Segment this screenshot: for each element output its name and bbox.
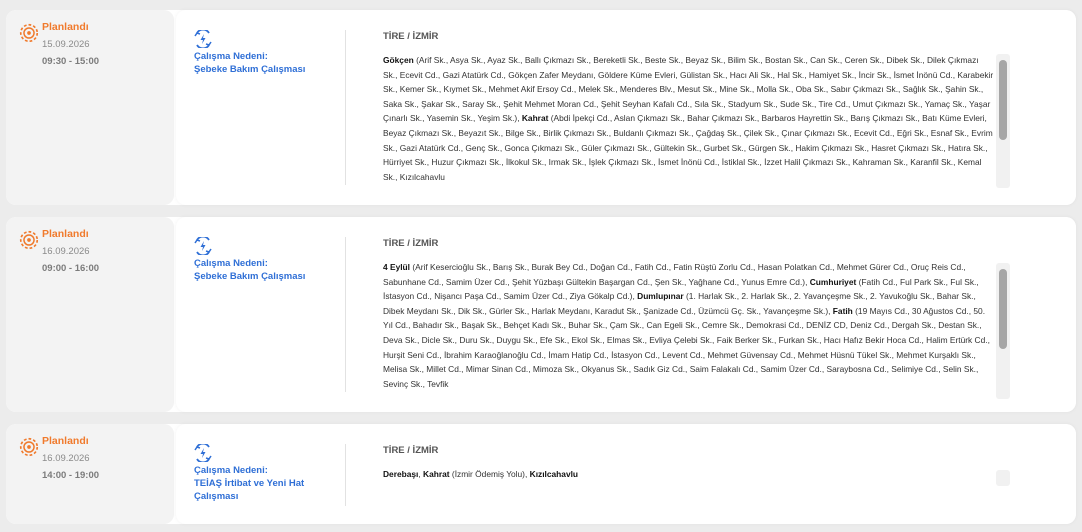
status-label: Planlandı	[42, 435, 89, 447]
outage-time: 09:00 - 16:00	[42, 263, 100, 274]
outage-time: 14:00 - 19:00	[42, 470, 100, 481]
work-reason	[194, 257, 324, 283]
outage-detail-panel	[176, 424, 1076, 524]
street-list: (Fatih Cd., Ful Park Sk., Ful Sk., İstasyon Cd., Nişancı Paşa Cd., Samim Üzer Cd., Ziya Gökalp Cd.),	[383, 276, 979, 302]
scrollbar-thumb[interactable]	[999, 269, 1007, 349]
location-title: TİRE / İZMİR	[383, 31, 439, 42]
gear-bolt-icon	[193, 237, 213, 255]
neighborhood-name: Kahrat	[423, 469, 450, 479]
street-list: (İzmir Ödemiş Yolu),	[451, 469, 528, 479]
gear-icon	[18, 22, 40, 44]
outage-date: 16.09.2026	[42, 453, 90, 464]
work-reason-value: TEİAŞ İrtibat ve Yeni Hat Çalışması	[194, 478, 305, 502]
street-list: (1. Harlak Sk., 2. Harlak Sk., 2. Yavançeşme Sk., 2. Yavukoğlu Sk., Bahar Sk., Dibek Meydanı Sk., Dik Sk., Gürler Sk., Harlak Meydanı, Karadut Sk., Şanizade Cd., Üzümcü Gç. Sk., Yavançeşme Sk.),	[383, 291, 976, 316]
street-list: (Arif Sk., Asya Sk., Ayaz Sk., Ballı Çıkmazı Sk., Bereketli Sk., Beste Sk., Beyaz Sk., Bilim Sk., Bostan Sk., Can Sk., Ceren Sk., Dibek Sk., Dilek Çıkmazı Sk., Ecevit Cd., Gazi Atatürk Cd., Gökçen Zafer Meydanı, Göldere Küme Evleri, Gülistan Sk., Hacı Ali Sk., Hal Sk., Hamiyet Sk., İncir Sk., İsmet İnönü Cd., Karabekir Sk., Kemer Sk., Kıymet Sk., Mehmet Akif Ersoy Cd., Melek Sk., Menderes Blv., Mesut Sk., Mine Sk., Molla Sk., Oba Sk., Sabır Çıkmazı Sk., Sağlık Sk., Şahin Sk., Saka Sk., Şakar Sk., Saray Sk., Şehit Mehmet Moran Cd., Şehit Seyhan Kafalı Cd., Sıla Sk., Stadyum Sk., Sude Sk., Tire Cd., Umut Çıkmazı Sk., Yamaç Sk., Yaşar Çınarlı Sk., Yasemin Sk., Yeşim Sk.),	[383, 55, 994, 124]
outage-detail-panel	[176, 217, 1076, 412]
outage-status-panel	[6, 217, 174, 412]
work-reason-title: Çalışma Nedeni:	[194, 465, 268, 476]
street-list: (19 Mayıs Cd., 30 Ağustos Cd., 50. Yıl Cd., Bahadır Sk., Başak Sk., Behçet Kadı Sk., Buhar Sk., Çam Sk., Can Egeli Sk., Cemre Sk., Demokrasi Cd., DENİZ CD, Deniz Cd., Dergah Sk., Destan Sk., Deva Sk., Dicle Sk., Duru Sk., Duygu Sk., Efe Sk., Ekol Sk., Elmas Sk., Evliya Çelebi Sk., Faik Berker Sk., Furkan Sk., Hacı Hafız Bekir Hoca Cd., Halim Ertürk Cd., Hurşit Seni Cd., İbrahim Karaoğlanoğlu Cd., İmam Hatip Cd., İstasyon Cd., Levent Cd., Mehmet Güvensay Cd., Mehmet Hüsnü Tükel Sk., Mehmet Kurşaklı Sk., Melisa Sk., Millet Cd., Mimar Sinan Cd., Mimoza Sk., Okyanus Sk., Sadık Giz Cd., Saim Falakalı Cd., Samim Üzer Cd., Saraybosna Cd., Selimiye Cd., Selin Sk., Sevinç Sk., Tevfik	[383, 305, 990, 389]
neighborhood-name: Dumlupınar	[637, 291, 684, 302]
outage-status-panel	[6, 424, 174, 524]
gear-icon	[18, 229, 40, 251]
outage-status-panel	[6, 10, 174, 205]
work-reason-title: Çalışma Nedeni:	[194, 51, 268, 62]
outage-date: 16.09.2026	[42, 246, 90, 257]
outage-card	[6, 217, 1076, 412]
work-reason	[194, 50, 324, 76]
work-reason-title: Çalışma Nedeni:	[194, 258, 268, 269]
scrollbar[interactable]	[996, 470, 1010, 486]
scrollbar-thumb[interactable]	[999, 60, 1007, 140]
street-list: (Abdi İpekçi Cd., Aslan Çıkmazı Sk., Bahar Çıkmazı Sk., Barbaros Hayrettin Sk., Barış Çıkmazı Sk., Batı Küme Evleri, Beyaz Çıkmazı Sk., Beyazıt Sk., Bilge Sk., Birlik Çıkmazı Sk., Buldanlı Çıkmazı Sk., Çağdaş Sk., Çilek Sk., Çınar Çıkmazı Sk., Ecevit Cd., Eğri Sk., Esnaf Sk., Evrim Sk., Gazi Atatürk Cd., Genç Sk., Gonca Çıkmazı Sk., Güler Çıkmazı Sk., Gültekin Sk., Gurbet Sk., Gürgen Sk., Hakim Çıkmazı Sk., Hasret Çıkmazı Sk., Hatıra Sk., Hürriyet Sk., Huzur Çıkmazı Sk., İlkokul Sk., Irmak Sk., İşlek Çıkmazı Sk., İsmet İnönü Cd., İstiklal Sk., İzzet Halil Çıkmazı Sk., Kahraman Sk., Karanfil Sk., Kemal Sk., Kızılcahavlu	[383, 113, 993, 182]
work-reason	[194, 464, 324, 503]
gear-bolt-icon	[193, 30, 213, 48]
neighborhood-name: Kızılcahavlu	[529, 469, 579, 479]
divider	[345, 444, 346, 506]
outage-card	[6, 424, 1076, 524]
status-label: Planlandı	[42, 21, 89, 33]
neighborhood-name: Derebaşı	[383, 469, 419, 479]
work-reason-value: Şebeke Bakım Çalışması	[194, 64, 306, 75]
outage-detail-panel	[176, 10, 1076, 205]
outage-time: 09:30 - 15:00	[42, 56, 100, 67]
scrollbar[interactable]	[996, 263, 1010, 399]
street-list: ,	[418, 469, 421, 479]
neighborhood-name: Fatih	[832, 305, 853, 316]
affected-streets	[383, 467, 994, 487]
scrollbar[interactable]	[996, 54, 1010, 188]
outage-date: 15.09.2026	[42, 39, 90, 50]
street-list: (Arif Kesercioğlu Sk., Barış Sk., Burak Bey Cd., Doğan Cd., Fatih Cd., Fatin Rüştü Zorlu Cd., Hasan Polatkan Cd., Mehmet Gürer Cd., Oruç Reis Cd., Sabunhane Cd., Samim Üzer Cd., Şehit Yüzbaşı Gültekin Başargan Cd., Şen Sk., Yağhane Cd., Yunus Emre Cd.),	[383, 262, 966, 287]
location-title: TİRE / İZMİR	[383, 445, 439, 456]
neighborhood-name: Kahrat	[521, 113, 549, 124]
divider	[345, 237, 346, 392]
work-reason-value: Şebeke Bakım Çalışması	[194, 271, 306, 282]
location-title: TİRE / İZMİR	[383, 238, 439, 249]
divider	[345, 30, 346, 185]
affected-streets	[383, 53, 994, 199]
affected-streets	[383, 260, 994, 392]
outage-card	[6, 10, 1076, 205]
neighborhood-name: 4 Eylül	[383, 262, 410, 272]
gear-icon	[18, 436, 40, 458]
status-label: Planlandı	[42, 228, 89, 240]
neighborhood-name: Gökçen	[383, 55, 414, 65]
neighborhood-name: Cumhuriyet	[809, 276, 857, 287]
gear-bolt-icon	[193, 444, 213, 462]
